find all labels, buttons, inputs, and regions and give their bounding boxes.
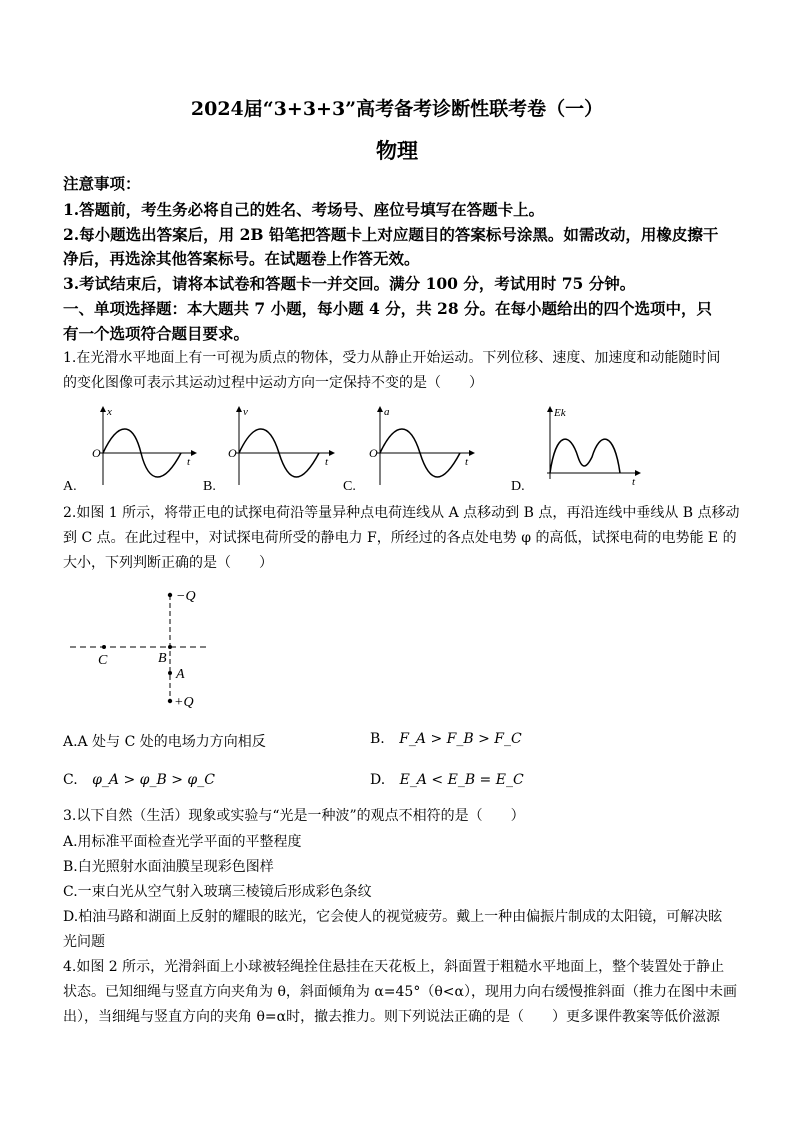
section-heading: 一、单项选择题：本大题共 7 小题，每小题 4 分，共 28 分。在每小题给出的四个选项中，只 (63, 299, 713, 318)
q4-stem-cont: 状态。已知细绳与竖直方向夹角为 θ，斜面倾角为 α=45°（θ<α），现用力向右缓慢推斜面（推力在图中未画 (63, 984, 737, 1000)
q3-option-d-cont: 光问题 (63, 934, 105, 950)
notes-heading: 注意事项： (63, 174, 141, 193)
q1-stem: 1.在光滑水平地面上有一可视为质点的物体，受力从静止开始运动。下列位移、速度、加速度和动能随时间 (63, 350, 721, 366)
figure-1-charges (60, 585, 280, 715)
q2-option-c (63, 772, 215, 788)
q3-option-b: B.白光照射水面油膜呈现彩色图样 (63, 859, 274, 875)
q2-stem: 2.如图 1 所示，将带正电的试探电荷沿等量异种点电荷连线从 A 点移动到 B 点，再沿连线中垂线从 B 点移动 (63, 505, 740, 521)
q1-stem-cont: 的变化图像可表示其运动过程中运动方向一定保持不变的是（ ） (63, 375, 483, 391)
q4-stem-cont: 出），当细绳与竖直方向的夹角 θ=α时，撤去推力。则下列说法正确的是（ ）更多课件教案等低价滋源 (63, 1009, 721, 1025)
q2-option-b (370, 731, 522, 747)
q3-option-a: A.用标准平面检查光学平面的平整程度 (63, 834, 302, 850)
q3-option-c: C.一束白光从空气射入玻璃三棱镜后形成彩色条纹 (63, 884, 372, 900)
time-axis-label: t (187, 456, 191, 468)
time-axis-label: t (325, 456, 329, 468)
q2-option-d (370, 772, 524, 788)
subject-title: 物理 (376, 138, 418, 163)
note-item: 3.考试结束后，请将本试卷和答题卡一并交回。满分 100 分，考试用时 75 分钟。 (63, 274, 636, 293)
note-item: 1.答题前，考生务必将自己的姓名、考场号、座位号填写在答题卡上。 (63, 200, 545, 219)
graph-d (547, 407, 640, 488)
graph-c (369, 406, 474, 485)
point-a-label: A (176, 667, 185, 682)
graph-a-axis-label: x (107, 406, 112, 418)
option-d-label: D. (511, 479, 525, 493)
option-a-label: A. (63, 479, 77, 493)
q3-stem: 3.以下自然（生活）现象或实验与“光是一种波”的观点不相符的是（ ） (63, 808, 525, 824)
note-item: 净后，再选涂其他答案标号。在试题卷上作答无效。 (63, 249, 420, 268)
option-formula: φ_A > φ_B > φ_C (92, 772, 215, 788)
option-c-label: C. (343, 479, 356, 493)
graph-b (228, 406, 334, 485)
section-heading-cont: 有一个选项符合题目要求。 (63, 324, 250, 343)
q2-stem-cont: 到 C 点。在此过程中，对试探电荷所受的静电力 F，所经过的各点处电势 φ 的高低，试探电荷的电势能 E 的 (63, 530, 737, 546)
option-label: B. (370, 731, 385, 747)
option-label: C. (63, 772, 78, 788)
q1-option-graphs (0, 403, 794, 493)
option-label: D. (370, 772, 386, 788)
origin-label: O (369, 446, 378, 460)
exam-title: 2024届“3+3+3”高考备考诊断性联考卷（一） (190, 98, 604, 120)
graph-c-axis-label: a (384, 406, 390, 418)
note-item: 2.每小题选出答案后，用 2B 铅笔把答题卡上对应题目的答案标号涂黑。如需改动，用橡皮擦干 (63, 225, 719, 244)
option-formula: E_A < E_B = E_C (399, 772, 524, 788)
option-b-label: B. (203, 479, 216, 493)
origin-label: O (228, 446, 237, 460)
q4-stem: 4.如图 2 所示，光滑斜面上小球被轻绳拴住悬挂在天花板上，斜面置于粗糙水平地面上，整个装置处于静止 (63, 959, 725, 975)
option-formula: F_A > F_B > F_C (399, 731, 522, 747)
origin-label: O (92, 446, 101, 460)
point-b-label: B (158, 651, 167, 666)
positive-charge-label: +Q (174, 695, 194, 710)
graph-a (92, 406, 196, 485)
q3-option-d: D.柏油马路和湖面上反射的耀眼的眩光，它会使人的视觉疲劳。戴上一种由偏振片制成的太阳镜，可解决眩 (63, 909, 723, 925)
graph-d-axis-label: Ek (554, 407, 566, 419)
time-axis-label: t (632, 476, 636, 488)
q2-option-a: A.A 处与 C 处的电场力方向相反 (63, 734, 266, 750)
point-c-label: C (98, 653, 108, 668)
graph-b-axis-label: v (243, 406, 248, 418)
time-axis-label: t (465, 456, 469, 468)
negative-charge-label: −Q (176, 589, 196, 604)
q2-stem-cont: 大小，下列判断正确的是（ ） (63, 555, 273, 571)
